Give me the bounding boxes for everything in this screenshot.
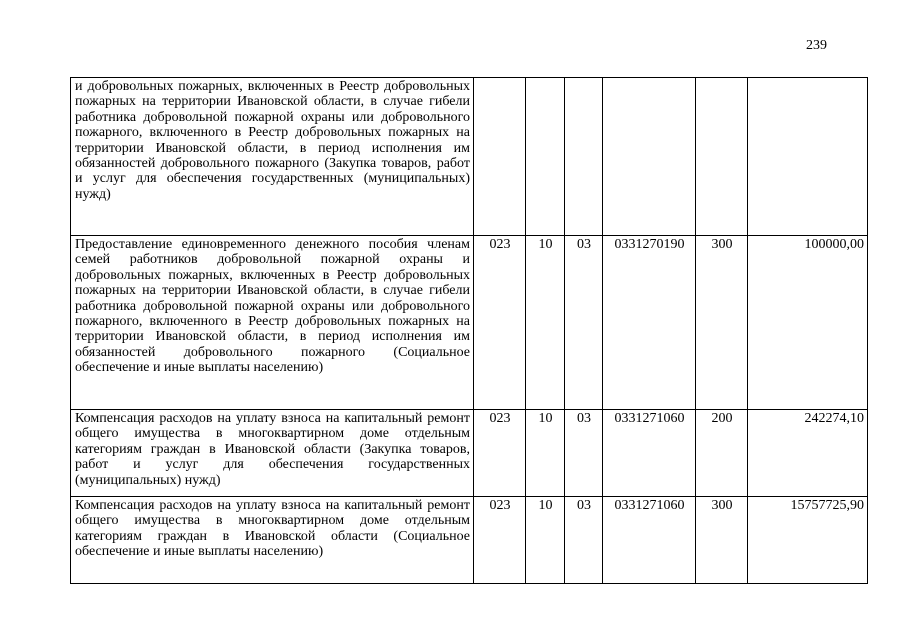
table-row <box>71 78 868 236</box>
row-target-code: 0331270190 <box>603 236 696 410</box>
row-admin-code <box>474 78 526 236</box>
row-expense-type <box>696 78 748 236</box>
table-row <box>71 497 868 584</box>
row-admin-code: 023 <box>474 410 526 497</box>
budget-table <box>70 77 868 584</box>
row-target-code <box>603 78 696 236</box>
page-number: 239 <box>806 38 827 53</box>
table-row <box>71 410 868 497</box>
row-target-code: 0331271060 <box>603 497 696 584</box>
row-expense-type: 300 <box>696 236 748 410</box>
row-amount <box>748 78 868 236</box>
row-description: и добровольных пожарных, включенных в Реестр добровольных пожарных на территории Ивановской области, в случае гибели работника добровольной пожарной охраны или добровольного пожарного, включенного в Реестр добровольных пожарных на территории Ивановской области, в период исполнения им обязанностей добровольного пожарного (Закупка товаров, работ и услуг для обеспечения государственных (муниципальных) нужд) <box>71 78 474 236</box>
row-subsection-code: 03 <box>565 410 603 497</box>
row-target-code: 0331271060 <box>603 410 696 497</box>
row-section-code: 10 <box>526 236 565 410</box>
row-section-code: 10 <box>526 497 565 584</box>
row-subsection-code: 03 <box>565 497 603 584</box>
row-expense-type: 300 <box>696 497 748 584</box>
row-description: Компенсация расходов на уплату взноса на капитальный ремонт общего имущества в многоквартирном доме отдельным категориям граждан в Ивановской области (Закупка товаров, работ и услуг для обеспечения государственных (муниципальных) нужд) <box>71 410 474 497</box>
row-description: Компенсация расходов на уплату взноса на капитальный ремонт общего имущества в многоквартирном доме отдельным категориям граждан в Ивановской области (Социальное обеспечение и иные выплаты населению) <box>71 497 474 584</box>
row-admin-code: 023 <box>474 497 526 584</box>
row-amount: 15757725,90 <box>748 497 868 584</box>
row-description: Предоставление единовременного денежного пособия членам семей работников добровольной пожарной охраны и добровольных пожарных, включенных в Реестр добровольных пожарных на территории Ивановской области, в случае гибели работника добровольной пожарной охраны или добровольного пожарного, включенного в Реестр добровольных пожарных на территории Ивановской области, в период исполнения им обязанностей добровольного пожарного (Социальное обеспечение и иные выплаты населению) <box>71 236 474 410</box>
row-admin-code: 023 <box>474 236 526 410</box>
row-amount: 242274,10 <box>748 410 868 497</box>
row-section-code <box>526 78 565 236</box>
row-subsection-code: 03 <box>565 236 603 410</box>
row-amount: 100000,00 <box>748 236 868 410</box>
table-row <box>71 236 868 410</box>
row-section-code: 10 <box>526 410 565 497</box>
row-subsection-code <box>565 78 603 236</box>
row-expense-type: 200 <box>696 410 748 497</box>
